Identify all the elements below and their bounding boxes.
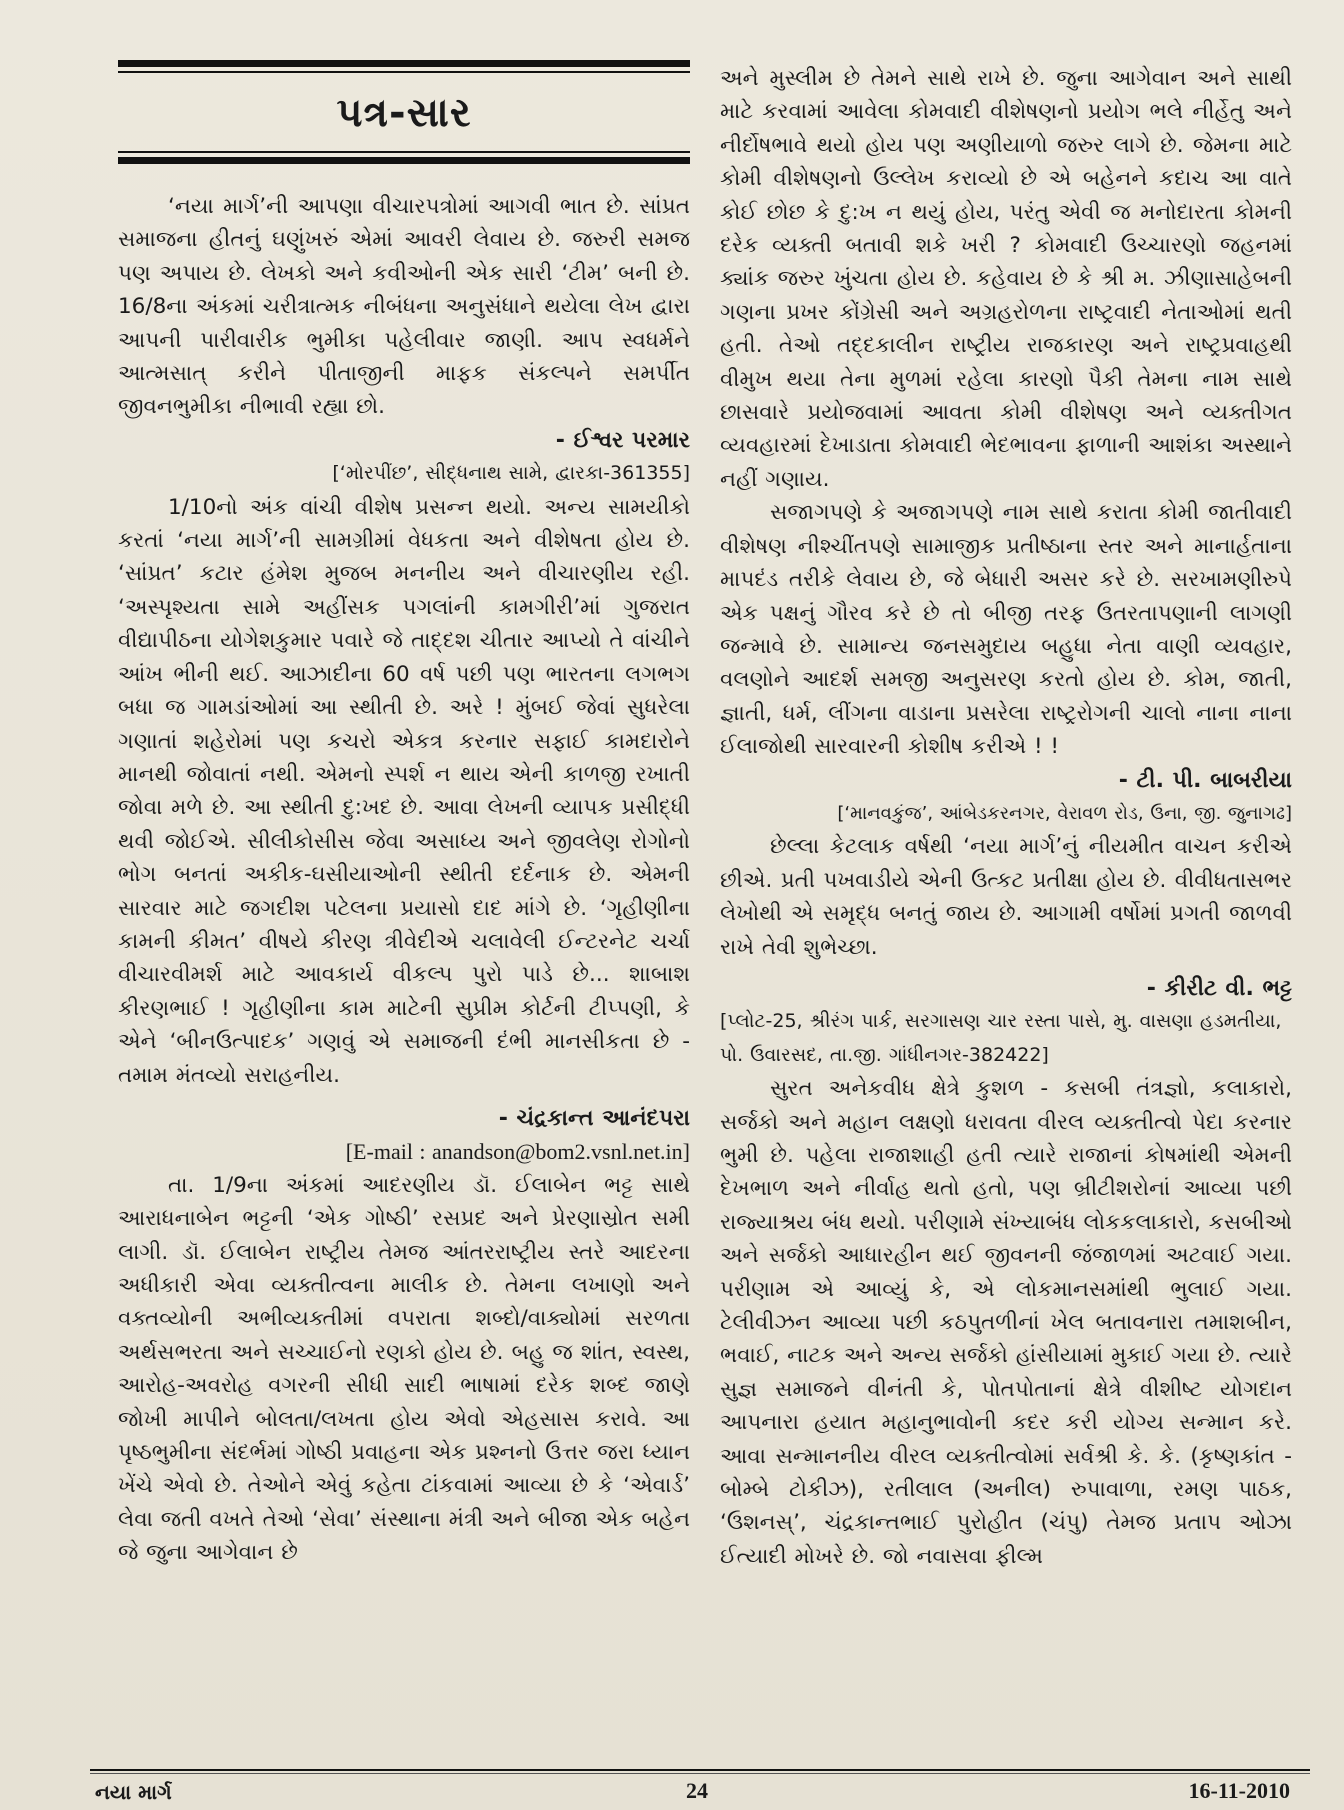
letter-1-signature: - ઈશ્વર પરમાર: [555, 427, 690, 453]
letter-3-body-continued: અને મુસ્લીમ છે તેમને સાથે રાખે છે. જુના આગેવાન અને સાથી માટે કરવામાં આવેલા કોમવાદી વીશેષણનો પ્રયોગ ભલે નીર્હેતુ અને નીર્દોષભાવે થયો હોય પણ અણીયાળો જરુર લાગે છે. જેમના માટે કોમી વીશેષણનો ઉલ્લેખ કરાવ્યો છે એ બહેનને કદાચ આ વાતે કોઈ છોછ કે દુ:ખ ન થયું હોય, પરંતુ એવી જ મનોદારતા કોમની દરેક વ્યક્તી બતાવી શકે ખરી ? કોમવાદી ઉચ્ચારણો જહનમાં ક્યાંક જરુર ખુંચતા હોય છે. કહેવાય છે કે શ્રી મ. ઝીણાસાહેબની ગણના પ્રખર કોંગ્રેસી અને અગ્રહરોળના રાષ્ટ્રવાદી નેતાઓમાં થતી હતી. તેઓ તદ્દકાલીન રાષ્ટ્રીય રાજકારણ અને રાષ્ટ્રપ્રવાહથી વીમુખ થયા તેના મુળમાં રહેલા કારણો પૈકી તેમના નામ સાથે છાસવારે પ્રયોજવામાં આવતા કોમી વીશેષણ અને વ્યક્તીગત વ્યવહારમાં દેખાડાતા કોમવાદી ભેદભાવના ફાળાની આશંકા અસ્થાને નહીં ગણાય.: [720, 66, 1292, 492]
footer-date: 16-11-2010: [1188, 1778, 1290, 1803]
footer-page-number: 24: [686, 1778, 708, 1803]
letter-2-signature: - ચંદ્રકાન્ત આનંદપરા: [498, 1105, 690, 1131]
letter-1-body: ‘નયા માર્ગ’ની આપણા વીચારપત્રોમાં આગવી ભાત છે. સાંપ્રત સમાજના હીતનું ઘણુંખરું એમાં આવરી લેવાય છે. જરુરી સમજ પણ અપાય છે. લેખકો અને કવીઓની એક સારી ‘ટીમ’ બની છે. 16/8ના અંકમાં ચરીત્રાત્મક નીબંધના અનુસંધાને થયેલા લેખ દ્વારા આપની પારીવારીક ભુમીકા પહેલીવાર જાણી. આપ સ્વધર્મને આત્મસાત્ કરીને પીતાજીની માફક સંકલ્પને સમર્પીત જીવનભુમીકા નીભાવી રહ્યા છો.: [118, 194, 690, 420]
heading-rule-bottom-thin: [118, 151, 690, 153]
letter-5-body: સુરત અનેકવીધ ક્ષેત્રે કુશળ - કસબી તંત્રજ્ઞો, કલાકારો, સર્જકો અને મહાન લક્ષણો ધરાવતા વીરલ વ્યક્તીત્વો પેદા કરનાર ભુમી છે. પહેલા રાજાશાહી હતી ત્યારે રાજાનાં કોષમાંથી એમની દેખભાળ અને નીર્વાહ થતો હતો, પણ બ્રીટીશરોનાં આવ્યા પછી રાજ્યાશ્રય બંધ થયો. પરીણામે સંખ્યાબંધ લોકકલાકારો, કસબીઓ અને સર્જકો આધારહીન થઈ જીવનની જંજાળમાં અટવાઈ ગયા. પરીણામ એ આવ્યું કે, એ લોકમાનસમાંથી ભુલાઈ ગયા. ટેલીવીઝન આવ્યા પછી કઠપુતળીનાં ખેલ બતાવનારા તમાશબીન, ભવાઈ, નાટક અને અન્ય સર્જકો હાંસીયામાં મુકાઈ ગયા છે. ત્યારે સુજ્ઞ સમાજને વીનંતી કે, પોતપોતાનાં ક્ષેત્રે વીશીષ્ટ યોગદાન આપનારા હયાત મહાનુભાવોની કદર કરી યોગ્ય સન્માન કરે. આવા સન્માનનીય વીરલ વ્યક્તીત્વોમાં સર્વશ્રી કે. કે. (કૃષ્ણકાંત - બોમ્બે ટોકીઝ), રતીલાલ (અનીલ) રુપાવાળા, રમણ પાઠક, ‘ઉશનસ્’, ચંદ્રકાન્તભાઈ પુરોહીત (ચંપુ) તેમજ પ્રતાપ ઓઝા ઈત્યાદી મોખરે છે. જો નવાસવા ફીલ્મ: [720, 1076, 1292, 1569]
right-column: [720, 62, 1292, 1573]
footer-rule: [90, 1769, 1310, 1771]
heading-rule-top-thin: [118, 71, 690, 73]
letter-2-body: 1/10નો અંક વાંચી વીશેષ પ્રસન્ન થયો. અન્ય સામયીકો કરતાં ‘નયા માર્ગ’ની સામગ્રીમાં વેધકતા અને વીશેષતા હોય છે. ‘સાંપ્રત’ કટાર હંમેશ મુજબ મનનીય અને વીચારણીય રહી. ‘અસ્પૃશ્યતા સામે અહીંસક પગલાંની કામગીરી’માં ગુજરાત વીદ્યાપીઠના યોગેશકુમાર પવારે જે તાદ્દશ ચીતાર આપ્યો તે વાંચીને આંખ ભીની થઈ. આઝાદીના 60 વર્ષ પછી પણ ભારતના લગભગ બધા જ ગામડાંઓમાં આ સ્થીતી છે. અરે ! મુંબઈ જેવાં સુધરેલા ગણાતાં શહેરોમાં પણ કચરો એકત્ર કરનાર સફાઈ કામદારોને માનથી જોવાતાં નથી. એમનો સ્પર્શ ન થાય એની કાળજી રખાતી જોવા મળે છે. આ સ્થીતી દુ:ખદ છે. આવા લેખની વ્યાપક પ્રસીદ્ધી થવી જોઈએ. સીલીકોસીસ જેવા અસાધ્ય અને જીવલેણ રોગોનો ભોગ બનતાં અકીક-ઘસીયાઓની સ્થીતી દર્દનાક છે. એમની સારવાર માટે જગદીશ પટેલના પ્રયાસો દાદ માંગે છે. ‘ગૃહીણીના કામની કીમત’ વીષયે કીરણ ત્રીવેદીએ ચલાવેલી ઈન્ટરનેટ ચર્ચા વીચારવીમર્શ માટે આવકાર્ય વીકલ્પ પુરો પાડે છે... શાબાશ કીરણભાઈ ! ગૃહીણીના કામ માટેની સુપ્રીમ કોર્ટની ટીપ્પણી, કે એને ‘બીનઉત્પાદક’ ગણવું એ સમાજની દંભી માનસીકતા છે - તમામ મંતવ્યો સરાહનીય.: [118, 494, 690, 1088]
footer-rule-thin: [90, 1773, 1310, 1774]
letter-4-address: [પ્લોટ-25, શ્રીરંગ પાર્ક, સરગાસણ ચાર રસ્તા પાસે, મુ. વાસણા હડમતીયા, પો. ઉવારસદ, તા.જી. ગાંધીનગર-382422]: [720, 1010, 1282, 1066]
letter-2-email: [E-mail : anandson@bom2.vsnl.net.in]: [345, 1139, 690, 1165]
footer-magazine-name: નયા માર્ગ: [95, 1780, 172, 1804]
letter-1-address: [‘મોરપીંછ’, સીદ્ધનાથ સામે, દ્વારકા-361355]: [332, 462, 690, 485]
letter-3-body-part2: સજાગપણે કે અજાગપણે નામ સાથે કરાતા કોમી જાતીવાદી વીશેષણ નીશ્ચીંતપણે સામાજીક પ્રતીષ્ઠાના સ્તર અને માનાર્હતાના માપદંડ તરીકે લેવાય છે, જે બેધારી અસર કરે છે. સરખામણીરુપે એક પક્ષનું ગૌરવ કરે છે તો બીજી તરફ ઉતરતાપણાની લાગણી જન્માવે છે. સામાન્ય જનસમુદાય બહુધા નેતા વાણી વ્યવહાર, વલણોને આદર્શ સમજી અનુસરણ કરતો હોય છે. કોમ, જાતી, જ્ઞાતી, ધર્મ, લીંગના વાડાના પ્રસરેલા રાષ્ટ્રરોગની ચાલો નાના નાના ઈલાજોથી સારવારની કોશીષ કરીએ ! !: [720, 500, 1292, 760]
letter-4-signature: - કીરીટ વી. ભટ્ટ: [1146, 975, 1292, 1001]
letter-3-address: [‘માનવકુંજ’, આંબેડકરનગર, વેરાવળ રોડ, ઉના, જી. જુનાગઢ]: [837, 802, 1292, 824]
section-heading: પત્ર-સાર: [336, 90, 472, 136]
heading-rule-bottom-thick: [118, 157, 690, 164]
letter-4-body: છેલ્લા કેટલાક વર્ષથી ‘નયા માર્ગ’નું નીયમીત વાચન કરીએ છીએ. પ્રતી પખવાડીયે એની ઉત્કટ પ્રતીક્ષા હોય છે. વીવીધતાસભર લેખોથી એ સમૃદ્ધ બનતું જાય છે. આગામી વર્ષોમાં પ્રગતી જાળવી રાખે તેવી શુભેચ્છા.: [720, 834, 1292, 960]
left-column: [118, 60, 690, 1570]
letter-3-body: તા. 1/9ના અંકમાં આદરણીય ડૉ. ઈલાબેન ભટ્ટ સાથે આરાધનાબેન ભટ્ટની ‘એક ગોષ્ઠી’ રસપ્રદ અને પ્રેરણાસ્રોત સમી લાગી. ડૉ. ઈલાબેન રાષ્ટ્રીય તેમજ આંતરરાષ્ટ્રીય સ્તરે આદરના અધીકારી એવા વ્યક્તીત્વના માલીક છે. તેમના લખાણો અને વક્તવ્યોની અભીવ્યક્તીમાં વપરાતા શબ્દો/વાક્યોમાં સરળતા અર્થસભરતા અને સચ્ચાઈનો રણકો હોય છે. બહુ જ શાંત, સ્વસ્થ, આરોહ-અવરોહ વગરની સીધી સાદી ભાષામાં દરેક શબ્દ જાણે જોખી માપીને બોલતા/લખતા હોય એવો એહસાસ કરાવે. આ પૃષ્ઠભુમીના સંદર્ભમાં ગોષ્ઠી પ્રવાહના એક પ્રશ્નનો ઉત્તર જરા ધ્યાન ખેંચે એવો છે. તેઓને એવું કહેતા ટાંકવામાં આવ્યા છે કે ‘એવાર્ડ’ લેવા જતી વખતે તેઓ ‘સેવા’ સંસ્થાના મંત્રી અને બીજા એક બહેન જે જુના આગેવાન છે: [118, 1172, 690, 1566]
heading-rule-top-thick: [118, 60, 690, 67]
letter-3-signature: - ટી. પી. બાબરીયા: [1118, 767, 1292, 793]
